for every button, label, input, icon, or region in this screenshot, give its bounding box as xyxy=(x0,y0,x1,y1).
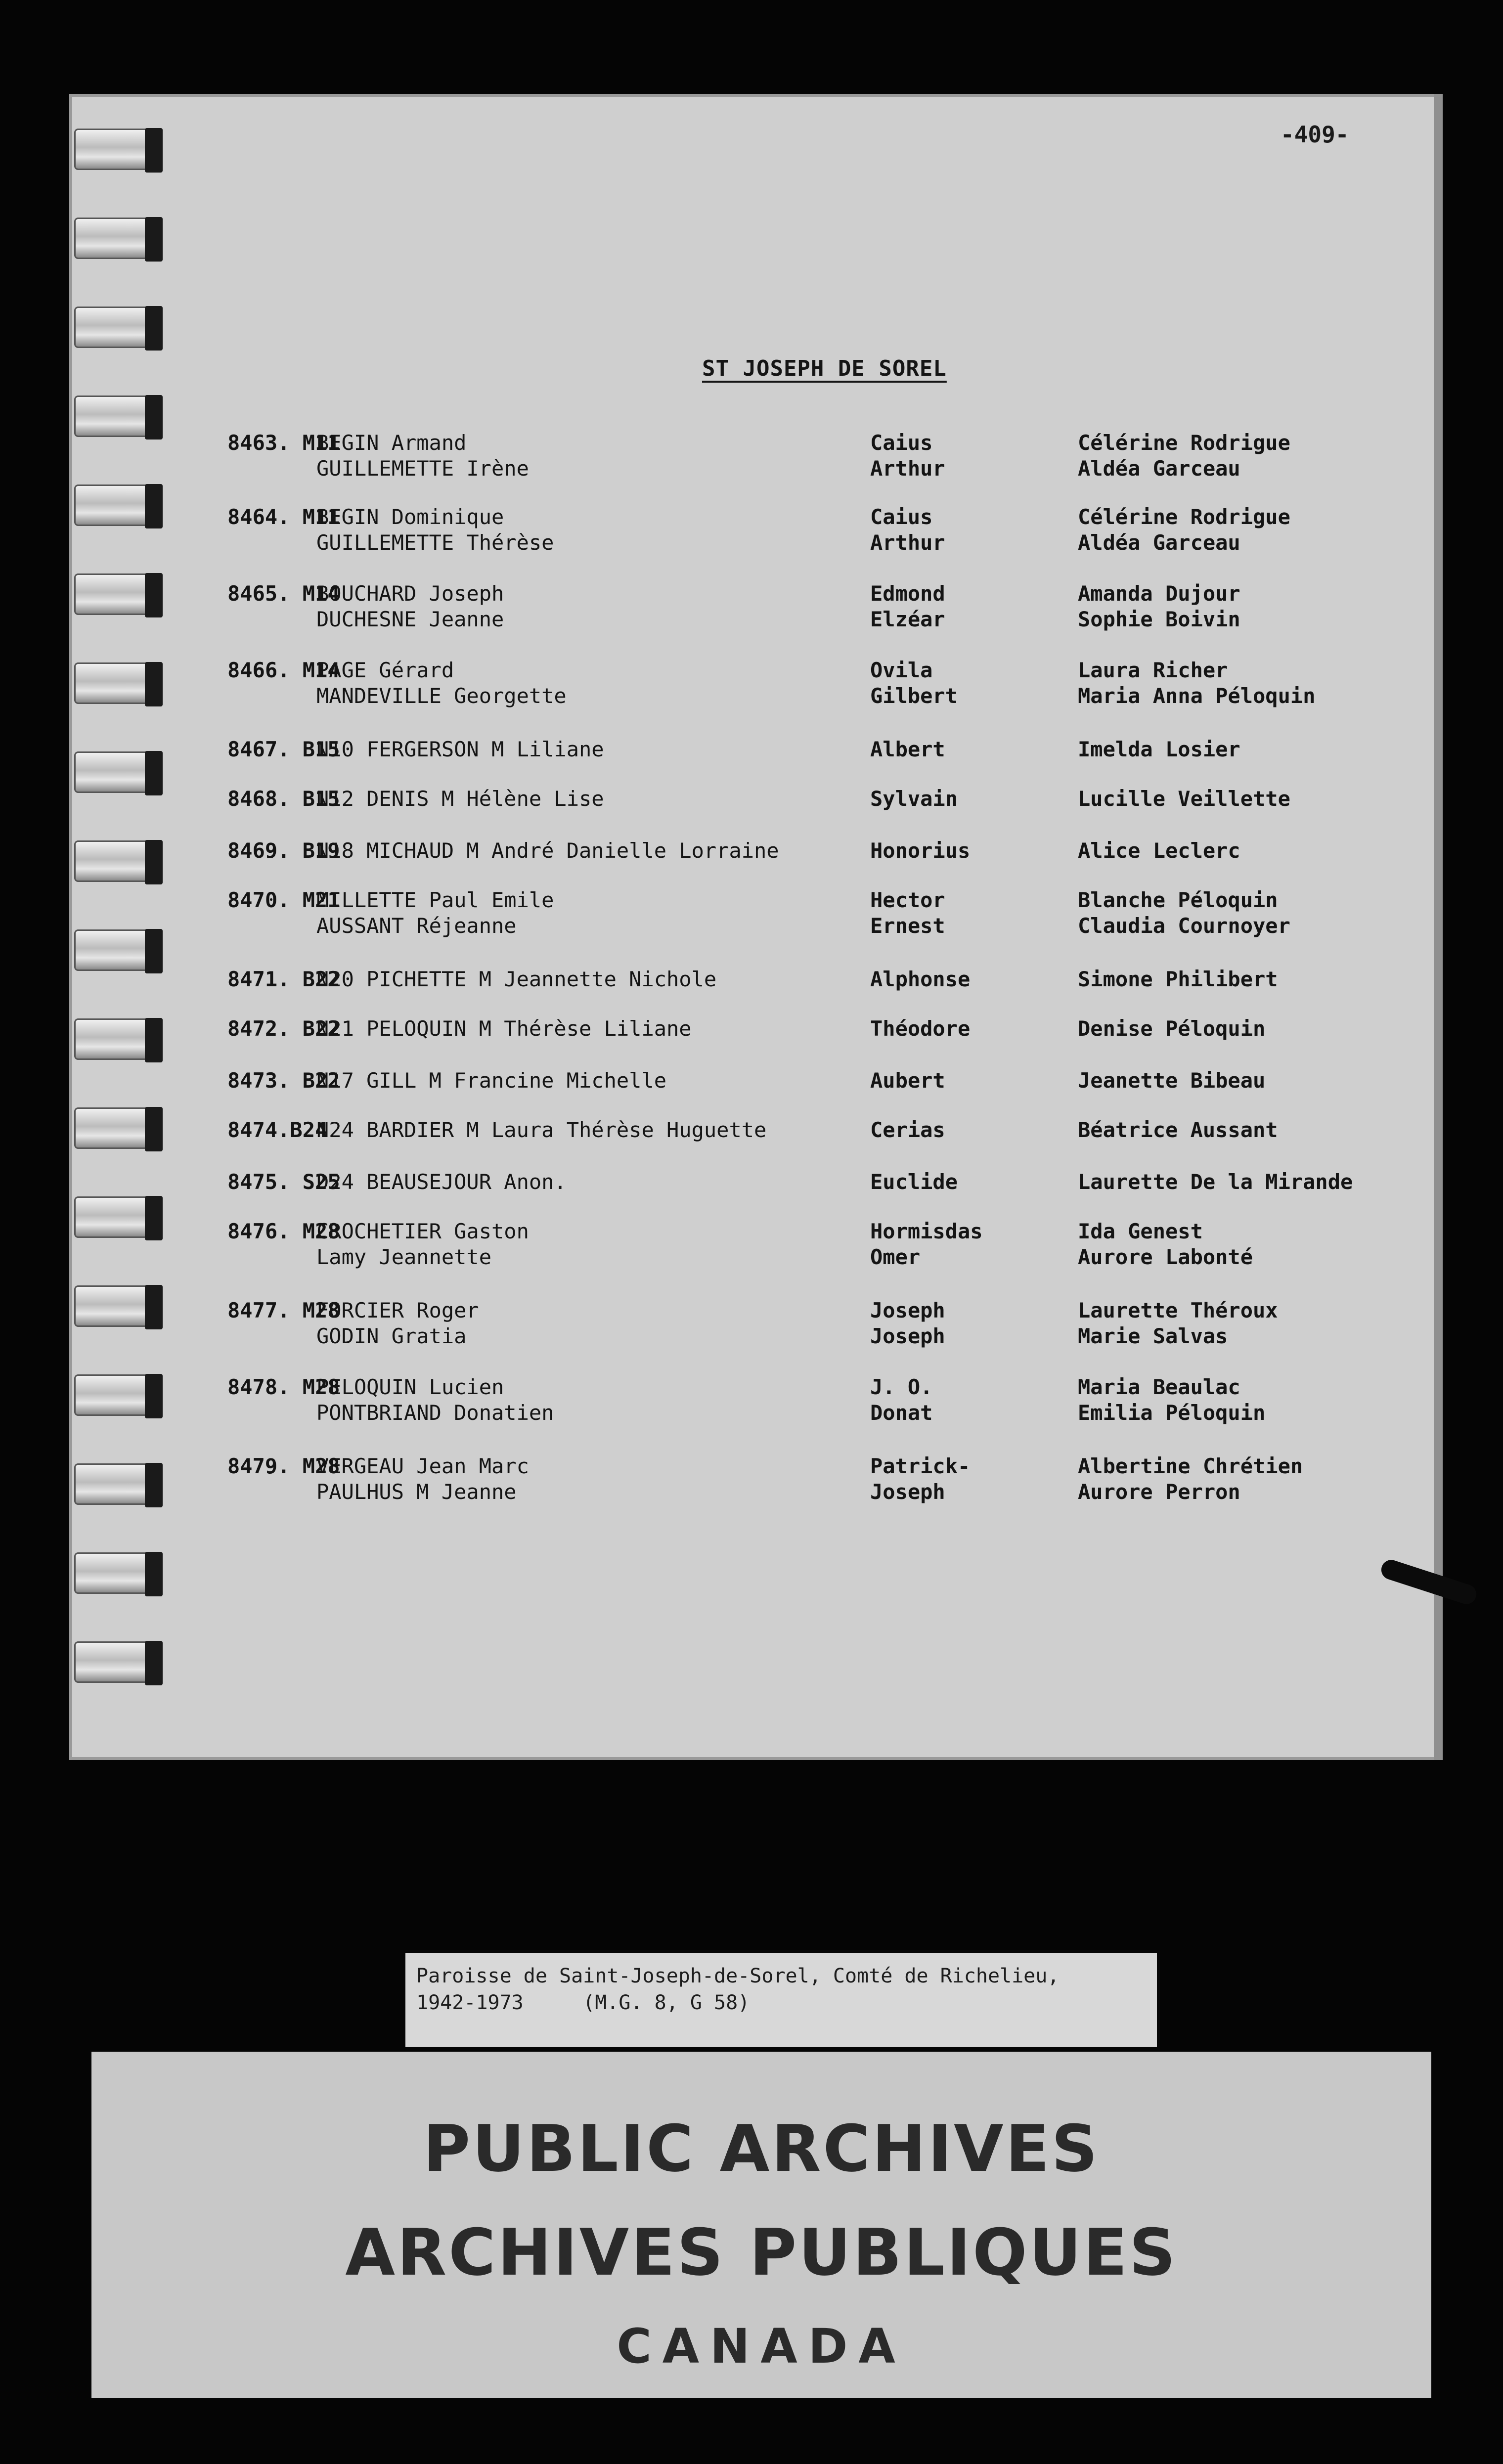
entry-fathers: Théodore xyxy=(870,1016,971,1041)
entry-number: 8468. B15 xyxy=(227,787,340,811)
entry-names: BOUCHARD Joseph DUCHESNE Jeanne xyxy=(316,581,504,631)
source-line: Paroisse de Saint-Joseph-de-Sorel, Comté de Richelieu, xyxy=(416,1965,1060,1987)
entry-mothers: Maria Beaulac Emilia Péloquin xyxy=(1078,1375,1266,1425)
entry-fathers: Aubert xyxy=(870,1068,945,1093)
binding-ring xyxy=(74,1018,161,1060)
entry-mothers: Laurette Théroux Marie Salvas xyxy=(1078,1298,1278,1348)
page-edge xyxy=(1434,94,1443,1760)
binding-ring xyxy=(74,573,161,615)
entry-number: 8475. S25 xyxy=(227,1170,340,1194)
entry-fathers: Alphonse xyxy=(870,967,971,991)
entry-fathers: Albert xyxy=(870,737,945,761)
source-line: 1942-1973 (M.G. 8, G 58) xyxy=(416,1991,750,2014)
entry-fathers: Caius Arthur xyxy=(870,431,945,481)
entry-names: MILLETTE Paul Emile AUSSANT Réjeanne xyxy=(316,888,554,938)
banner-title-en: PUBLIC ARCHIVES xyxy=(423,2111,1100,2186)
parish-heading: ST JOSEPH DE SOREL xyxy=(702,356,947,381)
entry-names: N10 FERGERSON M Liliane xyxy=(316,737,604,761)
source-label xyxy=(405,1953,1157,2047)
entry-mothers: Denise Péloquin xyxy=(1078,1016,1266,1041)
entry-number: 8463. M11 xyxy=(227,431,340,455)
entry-number: 8471. B22 xyxy=(227,967,340,991)
binding-ring xyxy=(74,307,161,348)
binding-ring xyxy=(74,929,161,971)
entry-mothers: Lucille Veillette xyxy=(1078,787,1290,811)
entry-number: 8476. M28 xyxy=(227,1219,340,1243)
entry-names: N20 PICHETTE M Jeannette Nichole xyxy=(316,967,717,991)
binding-ring xyxy=(74,218,161,259)
binding-ring xyxy=(74,396,161,437)
entry-number: 8469. B19 xyxy=(227,838,340,863)
entry-names: CROCHETIER Gaston Lamy Jeannette xyxy=(316,1219,529,1269)
entry-mothers: Ida Genest Aurore Labonté xyxy=(1078,1219,1253,1269)
entry-names: N24 BARDIER M Laura Thérèse Huguette xyxy=(316,1118,767,1142)
entry-mothers: Laura Richer Maria Anna Péloquin xyxy=(1078,658,1316,708)
entry-mothers: Blanche Péloquin Claudia Cournoyer xyxy=(1078,888,1290,938)
entry-fathers: Hormisdas Omer xyxy=(870,1219,983,1269)
banner-title-fr: ARCHIVES PUBLIQUES xyxy=(345,2215,1178,2290)
entry-mothers: Albertine Chrétien Aurore Perron xyxy=(1078,1454,1303,1504)
entry-names: N17 GILL M Francine Michelle xyxy=(316,1068,667,1093)
entry-fathers: Honorius xyxy=(870,838,971,863)
binding-ring xyxy=(74,1641,161,1683)
binding-ring xyxy=(74,1107,161,1149)
entry-names: N18 MICHAUD M André Danielle Lorraine xyxy=(316,838,779,863)
binding-ring xyxy=(74,751,161,793)
entry-names: FORCIER Roger GODIN Gratia xyxy=(316,1298,479,1348)
entry-mothers: Célérine Rodrigue Aldéa Garceau xyxy=(1078,505,1290,555)
binding-ring xyxy=(74,1552,161,1594)
entry-number: 8473. B22 xyxy=(227,1068,340,1093)
entry-number: 8470. M21 xyxy=(227,888,340,912)
entry-mothers: Alice Leclerc xyxy=(1078,838,1240,863)
entry-number: 8477. M28 xyxy=(227,1298,340,1322)
entry-fathers: Caius Arthur xyxy=(870,505,945,555)
entry-number: 8472. B22 xyxy=(227,1016,340,1041)
entry-names: VERGEAU Jean Marc PAULHUS M Jeanne xyxy=(316,1454,529,1504)
entry-number: 8474.B24 xyxy=(227,1118,328,1142)
entry-fathers: Patrick- Joseph xyxy=(870,1454,971,1504)
entry-mothers: Jeanette Bibeau xyxy=(1078,1068,1266,1093)
binding-ring xyxy=(74,1374,161,1416)
banner-country: CANADA xyxy=(617,2319,906,2374)
entry-number: 8464. M11 xyxy=(227,505,340,529)
entry-names: PAGE Gérard MANDEVILLE Georgette xyxy=(316,658,567,708)
entry-mothers: Laurette De la Mirande xyxy=(1078,1170,1353,1194)
entry-mothers: Amanda Dujour Sophie Boivin xyxy=(1078,581,1240,631)
entry-number: 8465. M14 xyxy=(227,581,340,606)
entry-number: 8478. M28 xyxy=(227,1375,340,1399)
binding-ring xyxy=(74,662,161,704)
entry-fathers: Ovila Gilbert xyxy=(870,658,958,708)
binding-ring xyxy=(74,484,161,526)
entry-number: 8479. M28 xyxy=(227,1454,340,1478)
entry-number: 8466. M14 xyxy=(227,658,340,682)
entry-fathers: Euclide xyxy=(870,1170,958,1194)
binding-ring xyxy=(74,840,161,882)
entry-names: N21 PELOQUIN M Thérèse Liliane xyxy=(316,1016,692,1041)
entry-mothers: Célérine Rodrigue Aldéa Garceau xyxy=(1078,431,1290,481)
entry-fathers: Cerias xyxy=(870,1118,945,1142)
entry-names: BEGIN Armand GUILLEMETTE Irène xyxy=(316,431,529,481)
binding-ring xyxy=(74,1463,161,1505)
entry-names: D24 BEAUSEJOUR Anon. xyxy=(316,1170,567,1194)
spiral-binding xyxy=(74,129,163,1725)
binding-ring xyxy=(74,1285,161,1327)
entry-fathers: Edmond Elzéar xyxy=(870,581,945,631)
binding-ring xyxy=(74,129,161,170)
page-number: -409- xyxy=(1281,121,1349,148)
entry-mothers: Simone Philibert xyxy=(1078,967,1278,991)
entry-fathers: Sylvain xyxy=(870,787,958,811)
binding-ring xyxy=(74,1196,161,1238)
entry-fathers: Hector Ernest xyxy=(870,888,945,938)
entry-names: PELOQUIN Lucien PONTBRIAND Donatien xyxy=(316,1375,554,1425)
entry-number: 8467. B15 xyxy=(227,737,340,761)
entry-names: N12 DENIS M Hélène Lise xyxy=(316,787,604,811)
entry-fathers: Joseph Joseph xyxy=(870,1298,945,1348)
entry-mothers: Béatrice Aussant xyxy=(1078,1118,1278,1142)
entry-mothers: Imelda Losier xyxy=(1078,737,1240,761)
entry-names: BEGIN Dominique GUILLEMETTE Thérèse xyxy=(316,505,554,555)
entry-fathers: J. O. Donat xyxy=(870,1375,933,1425)
archives-banner xyxy=(91,2052,1431,2398)
